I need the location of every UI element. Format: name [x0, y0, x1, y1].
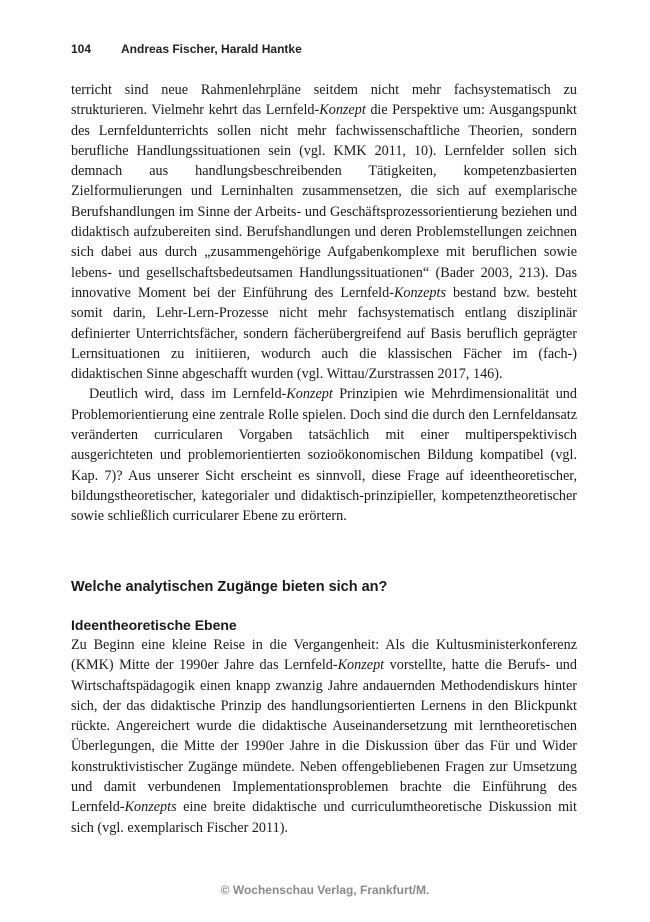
text-run: die Perspektive um: Ausgangspunkt des Lernfeldunterrichts sollen nicht mehr fachwissenschaftliche Theorien, sondern berufliche Handlungssituationen sein (vgl. KMK 2011, 10). Lernfelder sollen sich demnach aus handlungsbeschreibenden Tätigkeiten, kompetenzbasierten Zielformulierungen und Lerninhalten zusammensetzen, die sich auf exemplarische Berufshandlungen im Sinne der Arbeits- und Geschäftsprozessorientierung beziehen und didaktisch aufzubereiten sind. Berufshandlungen und deren Problemstellungen zeichnen sich dabei aus durch „zusammengehörige Aufgabenkomplexe mit beruflichen sowie lebens- und gesellschaftsbedeutsamen Handlungssituationen“ (Bader 2003, 213). Das innovative Moment bei der Einführung des Lernfeld-: [71, 102, 577, 301]
page-number: 104: [71, 42, 92, 56]
header-authors: Andreas Fischer, Harald Hantke: [121, 42, 302, 56]
italic-term: Konzepts: [393, 284, 446, 301]
copyright-footer: © Wochenschau Verlag, Frankfurt/M.: [220, 883, 430, 897]
text-run: Deutlich wird, dass im Lernfeld-: [89, 386, 287, 403]
text-run: terricht sind neue Rahmenlehrpläne seitdem nicht mehr fachsystematisch zu strukturieren. Vielmehr kehrt das Lernfeld-: [71, 82, 577, 119]
section-heading: Welche analytischen Zugänge bieten sich an?: [71, 579, 388, 595]
italic-term: Konzept: [286, 386, 333, 403]
text-run: eine breite didaktische und curriculumtheoretische Diskussion mit sich (vgl. exemplarisch Fischer 2011).: [71, 799, 577, 836]
text-run: vorstellte, hatte die Berufs- und Wirtschaftspädagogik einen knapp zwanzig Jahre andauernden Methodendiskurs hinter sich, der das didaktische Prinzip des handlungsorientierten Lernens in den Blickpunkt rückte. Angereichert wurde die didaktische Auseinandersetzung mit lerntheoretischen Überlegungen, die Mitte der 1990er Jahre in die Diskussion über das Für und Wider konstruktivistischer Zugänge mündete. Neben offengebliebenen Fragen zur Umsetzung und damit verbundenen Implementationsproblemen brachte die Einführung des Lernfeld-: [71, 657, 577, 816]
body-text-section: [71, 635, 577, 838]
italic-term: Konzept: [337, 657, 385, 674]
text-run: Prinzipien wie Mehrdimensionalität und Problemorientierung eine zentrale Rolle spielen. Doch sind die durch den Lernfeldansatz veränderten curricularen Vorgaben tatsächlich mit einer multiperspektivisch ausgerichteten und problemorientierten sozioökonomischen Bildung kompatibel (vgl. Kap. 7)? Aus unserer Sicht erscheint es sinnvoll, diese Frage auf ideentheoretischer, bildungstheoretischer, kategorialer und didaktisch-prinzipieller, kompetenztheoretischer sowie schließlich curricularer Ebene zu erörtern.: [71, 386, 577, 525]
subsection-heading: Ideentheoretische Ebene: [71, 617, 237, 633]
paragraph-2: [71, 384, 577, 526]
italic-term: Konzepts: [124, 799, 177, 816]
paragraph-1: [71, 80, 577, 384]
running-header: [71, 42, 577, 56]
italic-term: Konzept: [319, 102, 366, 119]
text-run: Zu Beginn eine kleine Reise in die Vergangenheit: Als die Kultusministerkonferenz (KMK) Mitte der 1990er Jahre das Lernfeld-: [71, 637, 577, 674]
body-text: [71, 80, 577, 527]
text-run: bestand bzw. besteht somit darin, Lehr-Lern-Prozesse nicht mehr fachsystematisch entlang disziplinär definierter Unterrichtsfächer, sondern fächerübergreifend auf Basis beruflich geprägter Lernsituationen zu initiieren, wodurch auch die klassischen Fächer im (fach-) didaktischen Sinne abgeschafft wurden (vgl. Wittau/Zurstrassen 2017, 146).: [71, 284, 577, 383]
paragraph-3: [71, 635, 577, 838]
